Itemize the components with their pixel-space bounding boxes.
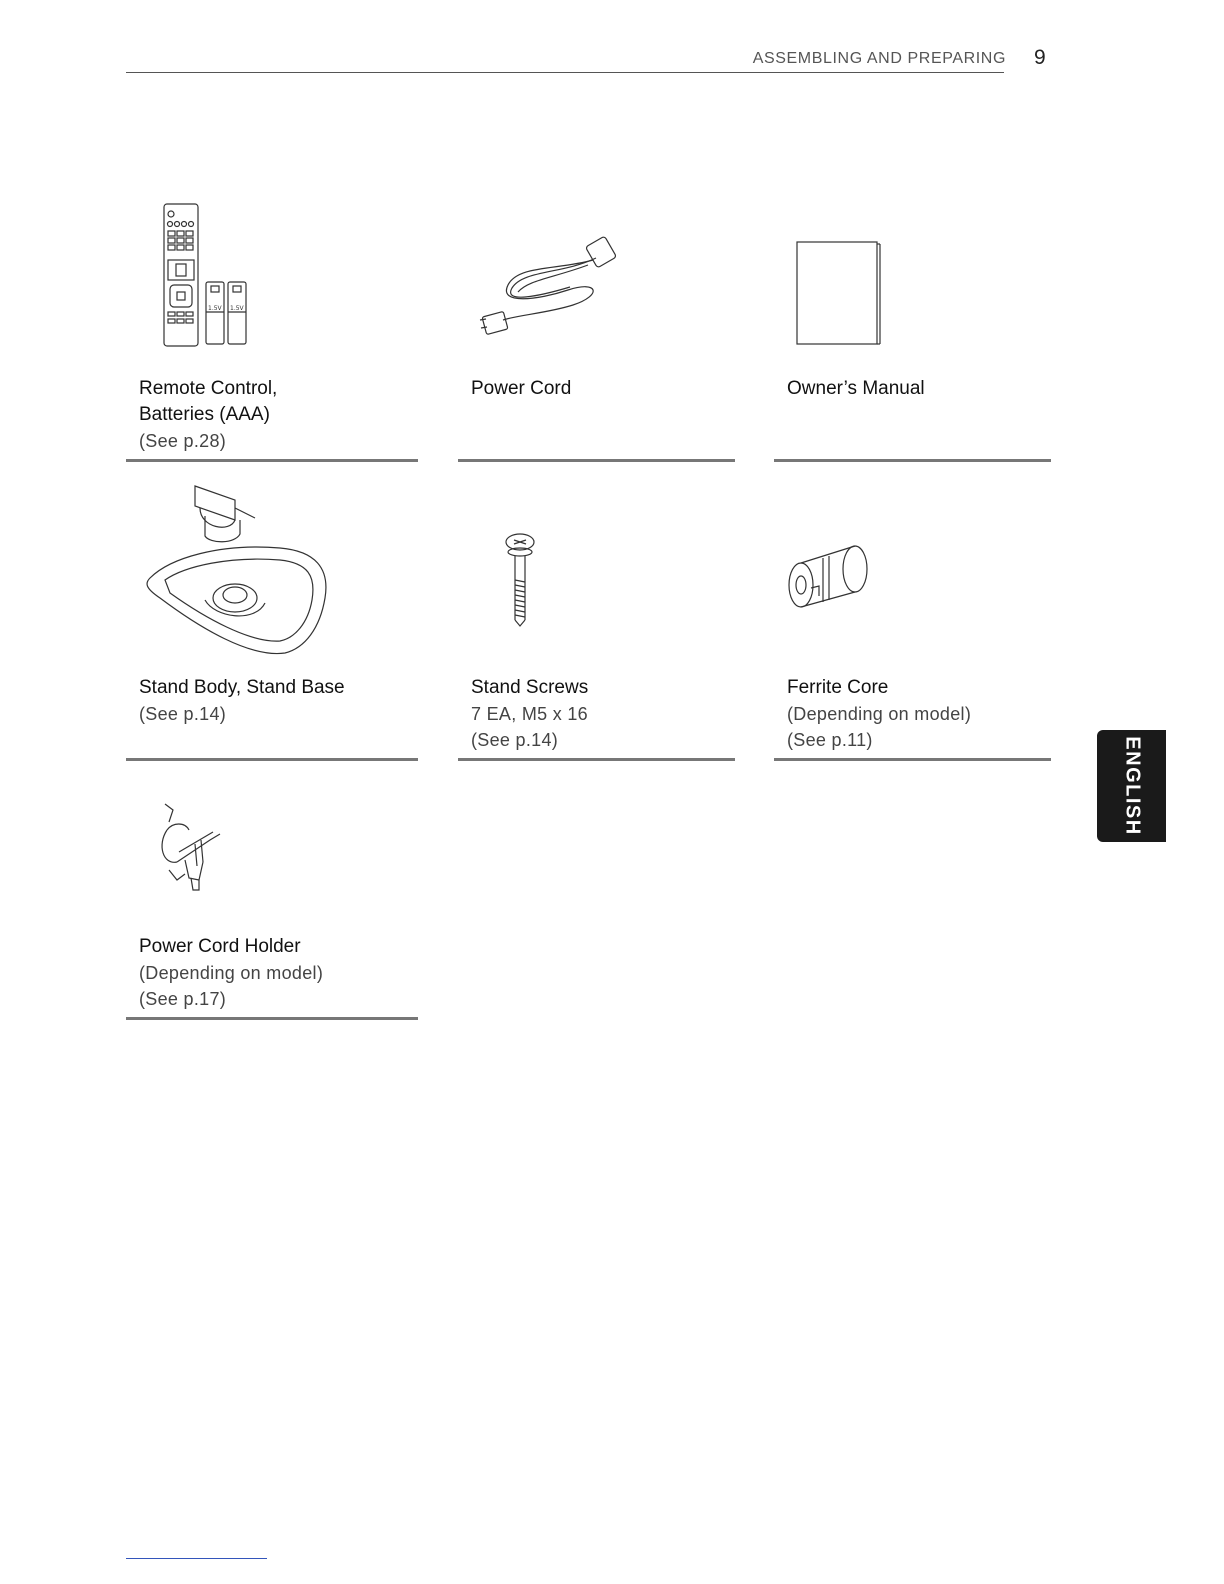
item-name: Stand Screws xyxy=(471,677,589,698)
item-divider xyxy=(126,459,418,462)
item-name: Stand Body, Stand Base xyxy=(139,677,345,698)
cord-holder-illustration xyxy=(155,800,230,895)
item-name: Power Cord xyxy=(471,378,572,399)
footer-divider xyxy=(126,1558,267,1559)
item-stand-screws xyxy=(471,675,588,753)
svg-text:1.5V: 1.5V xyxy=(208,305,222,312)
remote-control-illustration xyxy=(160,200,260,350)
item-stand-body xyxy=(139,675,345,727)
item-power-cord xyxy=(471,376,571,402)
header-divider xyxy=(126,72,1004,73)
item-remote-control xyxy=(139,376,277,454)
item-divider xyxy=(126,1017,418,1020)
item-name: Remote Control, xyxy=(139,378,278,399)
item-divider xyxy=(458,758,735,761)
item-power-cord-holder xyxy=(139,934,323,1012)
screw-illustration xyxy=(500,530,540,630)
stand-illustration xyxy=(140,478,340,668)
language-tab xyxy=(1097,730,1166,842)
item-divider xyxy=(126,758,418,761)
item-owners-manual xyxy=(787,376,925,402)
power-cord-illustration xyxy=(478,230,628,340)
owners-manual-illustration xyxy=(795,240,885,350)
section-title: ASSEMBLING AND PREPARING xyxy=(752,50,1006,67)
item-divider xyxy=(774,758,1051,761)
item-ferrite-core xyxy=(787,675,971,753)
item-note: (Depending on model) xyxy=(139,963,324,983)
item-note: 7 EA, M5 x 16 xyxy=(471,704,588,724)
item-name: Ferrite Core xyxy=(787,677,889,698)
item-divider xyxy=(774,459,1051,462)
svg-text:1.5V: 1.5V xyxy=(230,305,244,312)
item-note: (See p.14) xyxy=(139,704,227,724)
item-name: Batteries (AAA) xyxy=(139,404,270,425)
language-tab-label: ENGLISH xyxy=(1121,736,1143,836)
item-note: (See p.11) xyxy=(787,730,873,750)
item-note: (See p.14) xyxy=(471,730,559,750)
item-name: Power Cord Holder xyxy=(139,936,301,957)
item-note: (See p.28) xyxy=(139,431,227,451)
item-divider xyxy=(458,459,735,462)
item-note: (Depending on model) xyxy=(787,704,972,724)
item-name: Owner’s Manual xyxy=(787,378,925,399)
ferrite-core-illustration xyxy=(785,540,885,615)
item-note: (See p.17) xyxy=(139,989,227,1009)
page-number: 9 xyxy=(1034,46,1046,69)
